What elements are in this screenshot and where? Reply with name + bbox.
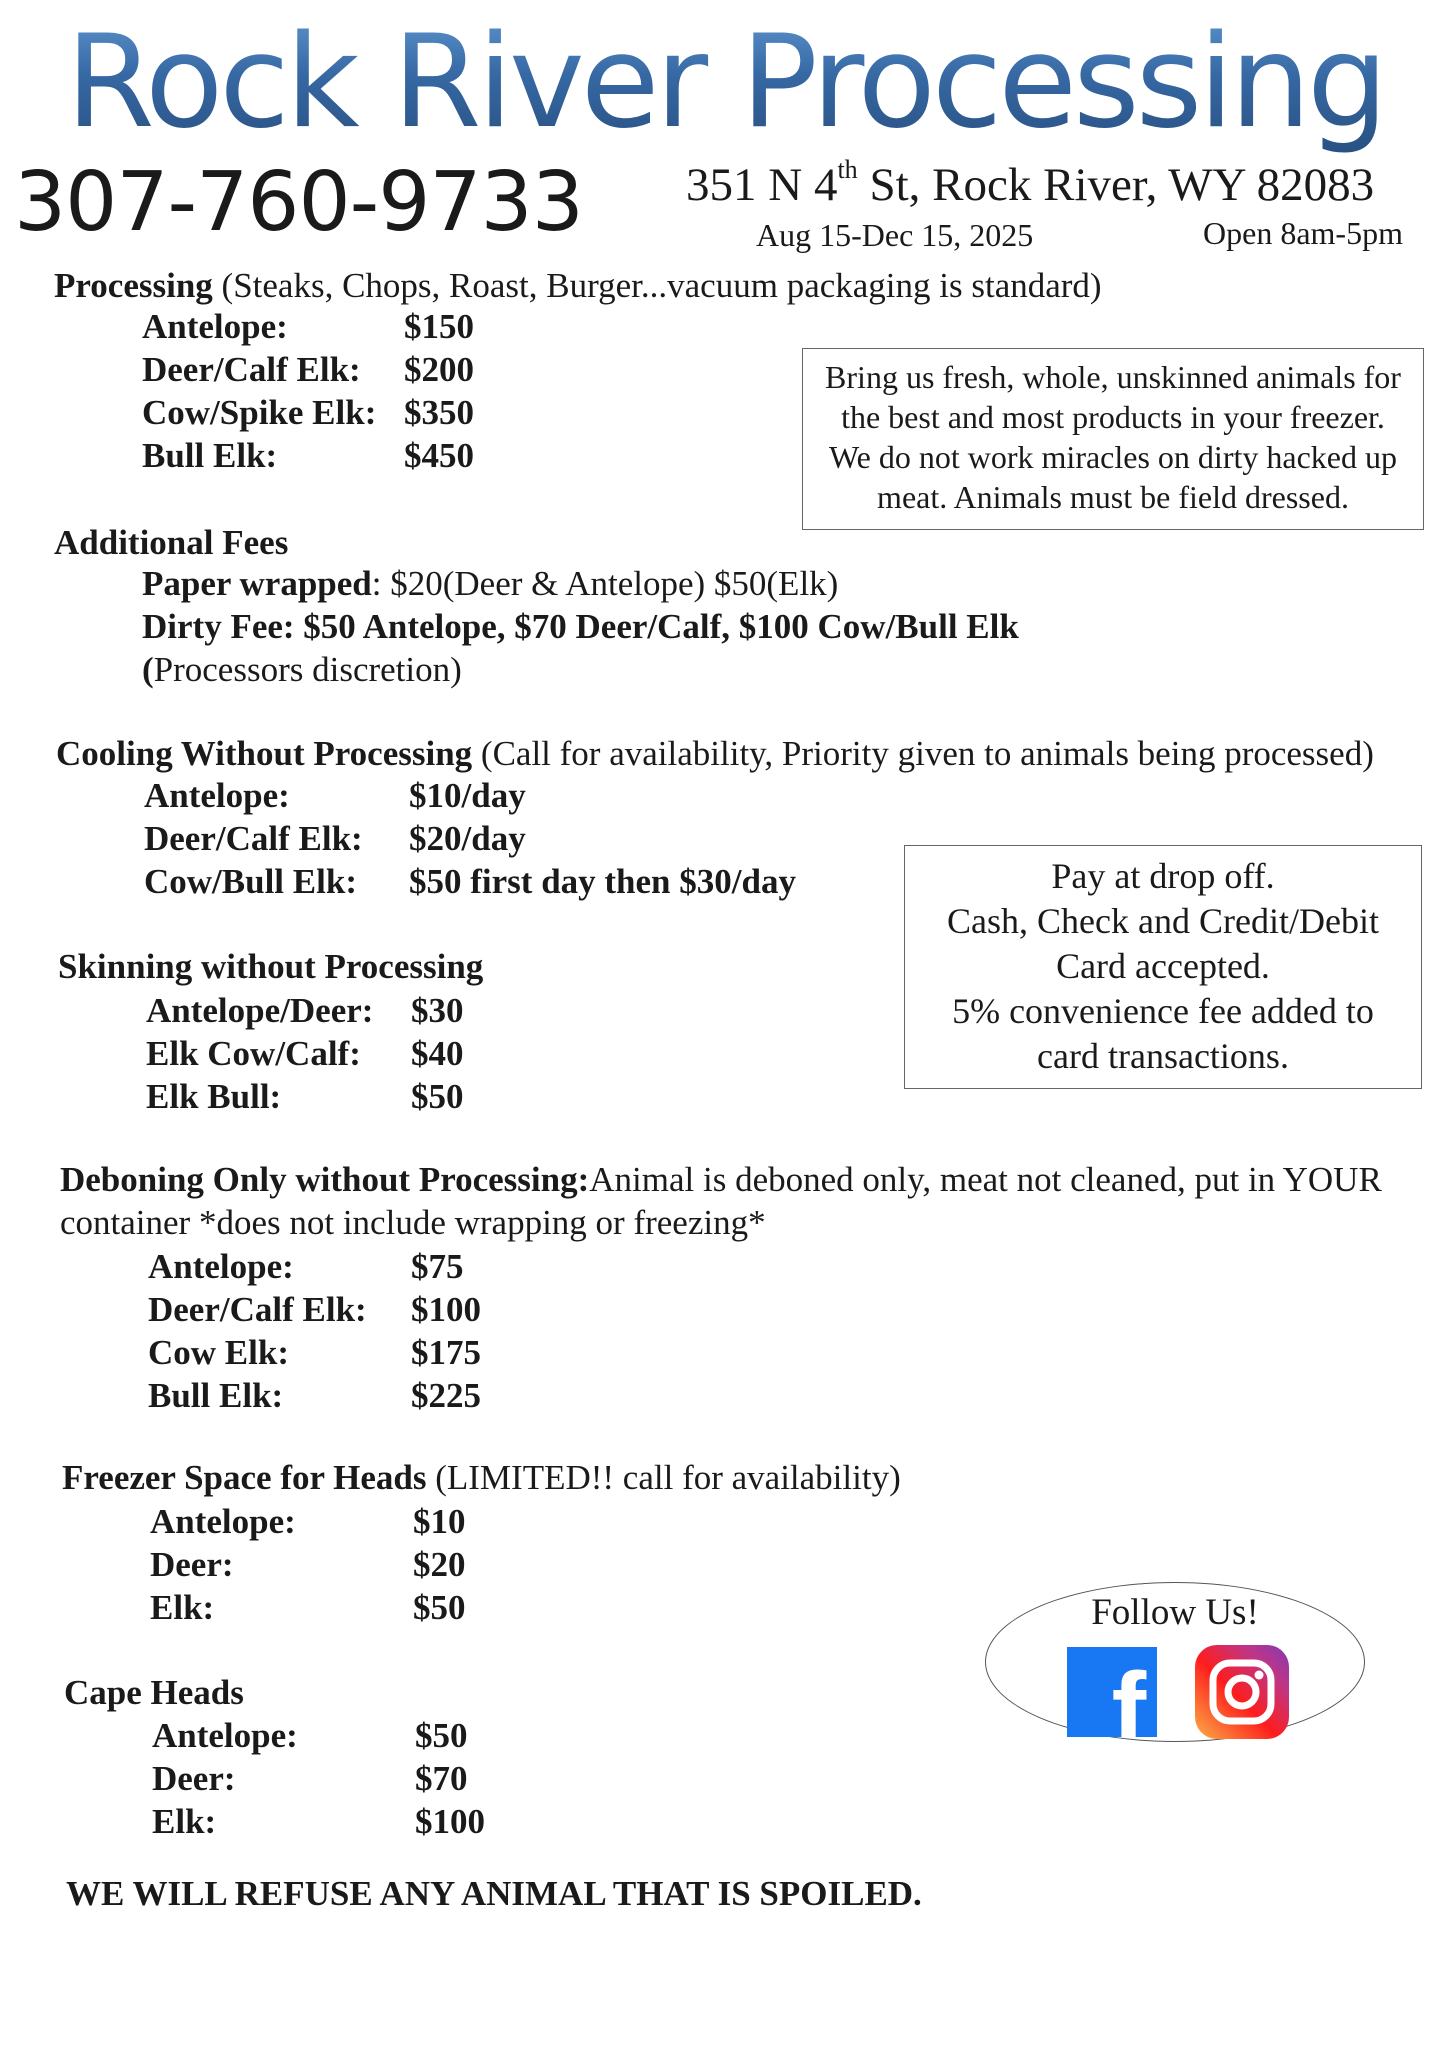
social-oval [985,1582,1365,1742]
discretion-paren: ( [142,650,154,689]
price-value: $50 first day then $30/day [409,862,796,901]
payment-line: Card accepted. [1056,946,1270,986]
paper-wrapped-label: Paper wrapped [142,564,372,603]
price-value: $50 [415,1716,468,1755]
cape-heads-heading [64,1672,244,1714]
deboning-note-continued: container *does not include wrapping or freezing* [60,1203,766,1242]
price-row [152,1758,468,1800]
price-label: Antelope: [148,1247,294,1286]
price-label: Deer/Calf Elk: [142,350,361,389]
price-label: Antelope: [152,1716,298,1755]
price-label: Cow Elk: [148,1333,289,1372]
payment-line: Pay at drop off. [1051,856,1275,896]
skinning-title: Skinning without Processing [58,947,484,986]
price-row [142,392,474,434]
paper-wrapped-fee [142,563,838,605]
price-value: $100 [411,1290,481,1329]
additional-fees-heading [54,522,288,564]
price-value: $20 [413,1545,466,1584]
price-row [148,1246,464,1288]
price-label: Deer: [150,1545,234,1584]
additional-fees-title: Additional Fees [54,523,289,562]
discretion-text: Processors discretion) [153,650,462,689]
price-value: $150 [404,307,474,346]
notice-line: meat. Animals must be field dressed. [877,479,1349,515]
price-label: Deer: [152,1759,236,1798]
price-value: $100 [415,1802,485,1841]
cooling-heading [56,733,1374,775]
dirty-fee-text: Dirty Fee: $50 Antelope, $70 Deer/Calf, $100 Cow/Bull Elk [142,607,1019,646]
price-label: Elk: [152,1802,217,1841]
instagram-icon[interactable] [1195,1645,1289,1739]
price-value: $350 [404,393,474,432]
price-value: $10/day [409,776,526,815]
address-city: St, Rock River, WY 82083 [857,159,1375,211]
follow-us-label: Follow Us! [1091,1592,1259,1633]
processing-note: (Steaks, Chops, Roast, Burger...vacuum packaging is standard) [212,266,1102,305]
price-row [150,1587,466,1629]
price-label: Cow/Spike Elk: [142,393,377,432]
price-value: $175 [411,1333,481,1372]
cooling-note: (Call for availability, Priority given to animals being processed) [472,734,1374,773]
instagram-glyph [1195,1645,1289,1739]
freezer-note: (LIMITED!! call for availability) [426,1458,901,1497]
price-value: $200 [404,350,474,389]
processing-title: Processing [54,266,213,305]
price-value: $40 [411,1034,464,1073]
price-row [146,990,464,1032]
price-value: $10 [413,1502,466,1541]
price-label: Elk Cow/Calf: [146,1034,361,1073]
business-title: Rock River Processing [0,8,1450,158]
freezer-heading [62,1457,901,1499]
address-ordinal: th [837,155,858,184]
price-label: Elk: [150,1588,215,1627]
payment-notice [904,845,1422,1089]
price-row [148,1332,481,1374]
price-label: Elk Bull: [146,1077,282,1116]
facebook-letter: f [1111,1652,1147,1737]
price-label: Antelope: [144,776,290,815]
price-value: $450 [404,436,474,475]
price-row [152,1715,468,1757]
dirty-fee [142,606,1019,648]
price-row [146,1033,464,1075]
price-label: Antelope: [142,307,288,346]
price-row [144,775,526,817]
phone-number: 307-760-9733 [14,155,583,250]
skinning-heading [58,946,483,988]
price-row [144,818,526,860]
spoiled-animal-warning: WE WILL REFUSE ANY ANIMAL THAT IS SPOILED. [66,1874,922,1913]
price-row [150,1501,466,1543]
price-label: Deer/Calf Elk: [144,819,363,858]
price-row [146,1076,464,1118]
price-value: $225 [411,1376,481,1415]
facebook-icon[interactable] [1067,1647,1157,1737]
deboning-note: Animal is deboned only, meat not cleaned, put in YOUR [589,1160,1382,1199]
fresh-animals-notice [802,348,1424,530]
price-row [148,1289,481,1331]
notice-line: the best and most products in your freezer. [841,399,1385,435]
price-label: Bull Elk: [142,436,278,475]
price-row [152,1801,485,1843]
price-label: Antelope: [150,1502,296,1541]
open-hours: Open 8am-5pm [1203,215,1403,251]
price-row [150,1544,466,1586]
season-dates: Aug 15-Dec 15, 2025 [756,217,1034,253]
notice-line: Bring us fresh, whole, unskinned animals for [825,359,1401,395]
freezer-title: Freezer Space for Heads [62,1458,427,1497]
payment-line: card transactions. [1037,1036,1289,1076]
notice-line: We do not work miracles on dirty hacked up [829,439,1397,475]
deboning-heading [60,1159,1382,1201]
price-label: Antelope/Deer: [146,991,374,1030]
price-row [144,861,796,903]
address [686,157,1374,213]
price-value: $70 [415,1759,468,1798]
facebook-glyph [1067,1647,1157,1737]
price-value: $75 [411,1247,464,1286]
price-value: $50 [411,1077,464,1116]
paper-wrapped-value: : $20(Deer & Antelope) $50(Elk) [371,564,839,603]
cape-heads-title: Cape Heads [64,1673,244,1712]
price-label: Deer/Calf Elk: [148,1290,367,1329]
payment-line: Cash, Check and Credit/Debit [947,901,1379,941]
deboning-title: Deboning Only without Processing: [60,1160,590,1199]
price-value: $50 [413,1588,466,1627]
processor-discretion [142,649,462,691]
address-street: 351 N 4 [686,159,838,211]
cooling-title: Cooling Without Processing [56,734,473,773]
price-label: Cow/Bull Elk: [144,862,357,901]
price-label: Bull Elk: [148,1376,284,1415]
price-value: $30 [411,991,464,1030]
price-value: $20/day [409,819,526,858]
payment-line: 5% convenience fee added to [952,991,1374,1031]
processing-heading [54,265,1102,307]
price-row [142,435,474,477]
price-row [142,306,474,348]
price-row [142,349,474,391]
price-row [148,1375,481,1417]
